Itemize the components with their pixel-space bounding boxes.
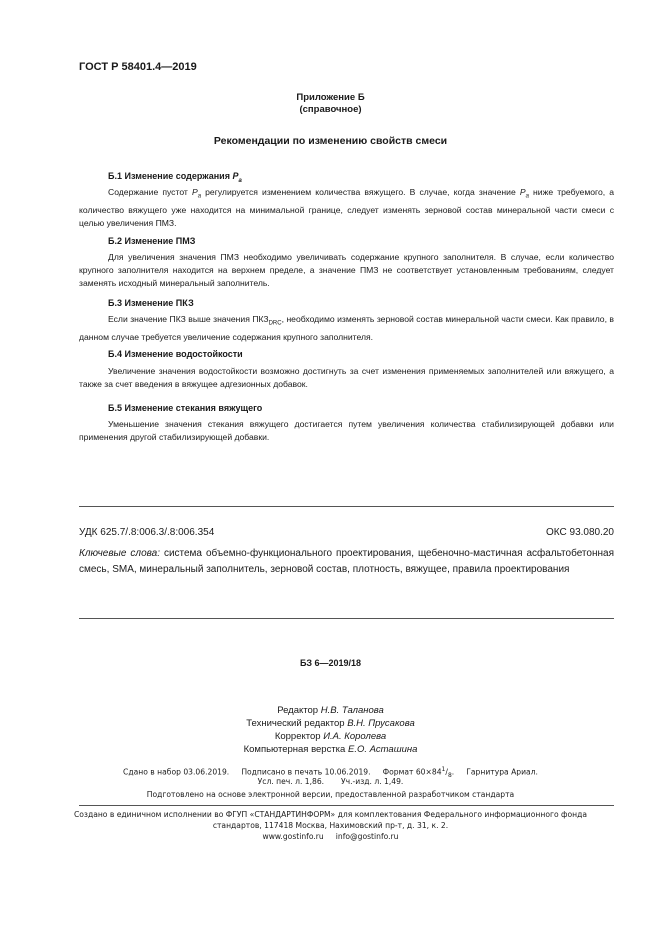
credit-editor: Редактор Н.В. Таланова xyxy=(277,705,384,716)
annex-heading xyxy=(0,92,661,116)
bz-number: БЗ 6—2019/18 xyxy=(299,658,362,668)
udk-code: УДК 625.7/.8:006.3/.8:006.354 xyxy=(79,527,215,538)
standard-number: ГОСТ Р 58401.4—2019 xyxy=(79,61,197,73)
section-text-b3: Если значение ПКЗ выше значения $ПКЗ_{DRC}$, необходимо изменять зерновой состав минеральной части смеси. Как правило, в данном случае требуется увеличение содержания крупного заполнителя. xyxy=(79,314,614,342)
section-text-b5: Уменьшение значения стекания вяжущего достигается путем увеличения количества стабилизирующей добавки или применения другой стабилизирующей добавки. xyxy=(79,419,614,442)
imprint-line-3: Подготовлено на основе электронной версии, предоставленной разработчиком стандарта xyxy=(146,790,515,799)
publisher-website[interactable]: www.gostinfo.ru xyxy=(262,832,324,841)
publisher-contacts xyxy=(0,831,661,843)
keywords xyxy=(79,546,614,578)
divider xyxy=(79,805,614,806)
keywords-label: Ключевые слова: xyxy=(79,548,160,559)
divider xyxy=(79,618,614,619)
imprint-line-2: Усл. печ. л. 1,86. Уч.-изд. л. 1,49. xyxy=(257,777,404,786)
keywords-text: система объемно-функционального проектирования, щебеночно-мастичная асфальтобетонная смесь, SMA, минеральный заполнитель, зерновой состав, плотность, вяжущее, правила проектирования xyxy=(79,548,614,575)
publisher-line-2: стандартов, 117418 Москва, Нахимовский пр-т, д. 31, к. 2. xyxy=(212,821,449,830)
section-text-b4: Увеличение значения водостойкости возможно достигнуть за счет изменения применяемых заполнителей или вяжущего, а также за счет введения в вяжущее адгезионных добавок. xyxy=(79,366,614,389)
credit-layout: Компьютерная верстка Е.О. Асташина xyxy=(243,744,418,755)
publisher-line-1: Создано в единичном исполнении во ФГУП «СТАНДАРТИНФОРМ» для комплектования Федерального информационного фонда xyxy=(73,810,588,819)
section-heading-b4: Б.4 Изменение водостойкости xyxy=(108,349,243,359)
imprint-line-1: Сдано в набор 03.06.2019. Подписано в печать 10.06.2019. Формат $60\times 84^1/_8$. Гарнитура Ариал. xyxy=(123,766,538,780)
credit-tech-editor: Технический редактор В.Н. Прусакова xyxy=(246,718,415,729)
section-heading-b1: Б.1 Изменение содержания $P_a$ xyxy=(108,171,242,184)
credit-corrector: Корректор И.А. Королева xyxy=(274,731,387,742)
section-text-b1: Содержание пустот $P_a$ регулируется изменением количества вяжущего. В случае, когда значение $P_a$ ниже требуемого, а количество вяжущего уже находится на минимальной границе, следует изменять зерновой состав минеральной части смеси с целью увеличения ПМЗ. xyxy=(79,187,615,228)
publisher-email[interactable]: info@gostinfo.ru xyxy=(335,832,399,841)
annex-title: Приложение Б xyxy=(296,92,365,103)
section-heading-b3: Б.3 Изменение ПКЗ xyxy=(108,298,194,308)
section-text-b2: Для увеличения значения ПМЗ необходимо увеличивать содержание крупного заполнителя. В случае, если количество крупного заполнителя находится на верхнем пределе, а значение ПМЗ не соответствует установленным требованиям, следует заменять исходный минеральный заполнитель. xyxy=(79,252,614,288)
divider xyxy=(79,506,614,507)
recommendations-title: Рекомендации по изменению свойств смеси xyxy=(213,135,448,147)
oks-code: ОКС 93.080.20 xyxy=(546,527,614,538)
section-heading-b2: Б.2 Изменение ПМЗ xyxy=(108,236,196,246)
annex-subtitle: (справочное) xyxy=(299,104,362,115)
section-heading-b5: Б.5 Изменение стекания вяжущего xyxy=(108,403,263,413)
